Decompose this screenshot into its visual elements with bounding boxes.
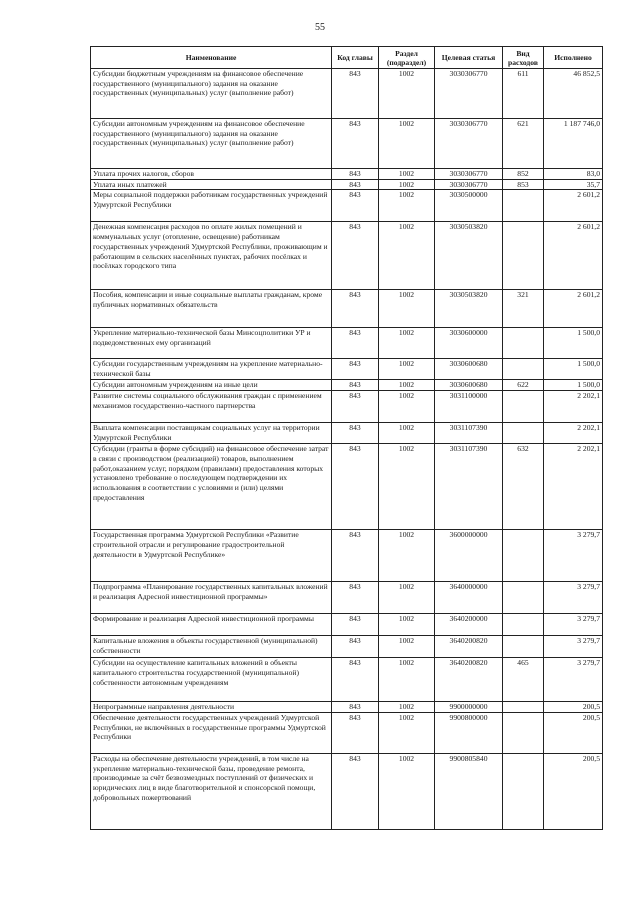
cell-article: 3030306770 <box>435 119 503 169</box>
table-row <box>91 69 603 119</box>
cell-section: 1002 <box>379 328 435 359</box>
cell-chapter: 843 <box>332 179 379 190</box>
cell-type: 852 <box>503 169 544 180</box>
cell-article: 3030306770 <box>435 169 503 180</box>
cell-section: 1002 <box>379 290 435 328</box>
cell-chapter: 843 <box>332 702 379 713</box>
cell-section: 1002 <box>379 169 435 180</box>
cell-article: 3030503820 <box>435 290 503 328</box>
cell-section: 1002 <box>379 444 435 530</box>
cell-amount: 46 852,5 <box>544 69 603 119</box>
table-row <box>91 179 603 190</box>
cell-chapter: 843 <box>332 119 379 169</box>
cell-chapter: 843 <box>332 290 379 328</box>
cell-section: 1002 <box>379 359 435 380</box>
cell-article: 9900805840 <box>435 753 503 829</box>
cell-amount: 2 202,1 <box>544 423 603 444</box>
table-row <box>91 658 603 702</box>
cell-section: 1002 <box>379 753 435 829</box>
cell-amount: 35,7 <box>544 179 603 190</box>
cell-amount: 1 500,0 <box>544 380 603 391</box>
cell-section: 1002 <box>379 423 435 444</box>
page-number: 55 <box>315 22 325 33</box>
cell-section: 1002 <box>379 702 435 713</box>
cell-type <box>503 423 544 444</box>
cell-name: Субсидии государственным учреждениям на укрепление материально-технической базы <box>91 359 332 380</box>
cell-article: 3030600680 <box>435 359 503 380</box>
table-row <box>91 391 603 423</box>
cell-type <box>503 359 544 380</box>
table-row <box>91 444 603 530</box>
cell-chapter: 843 <box>332 328 379 359</box>
table-row <box>91 290 603 328</box>
table-row <box>91 119 603 169</box>
cell-name: Меры социальной поддержки работникам государственных учреждений Удмуртской Республики <box>91 190 332 222</box>
cell-name: Уплата прочих налогов, сборов <box>91 169 332 180</box>
table-row <box>91 359 603 380</box>
cell-amount: 200,5 <box>544 702 603 713</box>
cell-article: 3640200000 <box>435 614 503 636</box>
header-chapter: Код главы <box>332 47 379 69</box>
table-row <box>91 222 603 290</box>
cell-chapter: 843 <box>332 530 379 582</box>
cell-article: 3031107390 <box>435 444 503 530</box>
cell-section: 1002 <box>379 391 435 423</box>
cell-section: 1002 <box>379 222 435 290</box>
cell-chapter: 843 <box>332 391 379 423</box>
cell-chapter: 843 <box>332 423 379 444</box>
cell-type: 465 <box>503 658 544 702</box>
table-row <box>91 702 603 713</box>
cell-article: 3030600000 <box>435 328 503 359</box>
cell-amount: 200,5 <box>544 712 603 753</box>
cell-chapter: 843 <box>332 636 379 658</box>
table-row <box>91 582 603 614</box>
cell-amount: 3 279,7 <box>544 658 603 702</box>
table-row <box>91 530 603 582</box>
cell-chapter: 843 <box>332 712 379 753</box>
header-article: Целевая статья <box>435 47 503 69</box>
cell-section: 1002 <box>379 190 435 222</box>
cell-section: 1002 <box>379 658 435 702</box>
cell-section: 1002 <box>379 712 435 753</box>
cell-name: Развитие системы социального обслуживания граждан с применением механизмов государственно-частного партнерства <box>91 391 332 423</box>
cell-name: Субсидии бюджетным учреждениям на финансовое обеспечение государственного (муниципального) задания на оказание государственных (муниципальных) услуг (выполнение работ) <box>91 69 332 119</box>
cell-amount: 200,5 <box>544 753 603 829</box>
table-row <box>91 712 603 753</box>
cell-name: Расходы на обеспечение деятельности учреждений, в том числе на укрепление материально-технической базы, проведение ремонта, производимые за счёт безвозмездных поступлений от физических и юридических лиц в виде благотворительной и спонсорской помощи, добровольных пожертвований <box>91 753 332 829</box>
cell-article: 3640200820 <box>435 658 503 702</box>
table-row <box>91 190 603 222</box>
cell-section: 1002 <box>379 380 435 391</box>
cell-article: 3030306770 <box>435 179 503 190</box>
header-section: Раздел (подраздел) <box>379 47 435 69</box>
cell-type <box>503 190 544 222</box>
cell-article: 3640200820 <box>435 636 503 658</box>
cell-type <box>503 614 544 636</box>
cell-amount: 3 279,7 <box>544 582 603 614</box>
cell-amount: 2 202,1 <box>544 444 603 530</box>
cell-amount: 1 187 746,0 <box>544 119 603 169</box>
header-name: Наименование <box>91 47 332 69</box>
cell-type <box>503 582 544 614</box>
cell-type <box>503 222 544 290</box>
table-row <box>91 614 603 636</box>
cell-name: Субсидии автономным учреждениям на иные цели <box>91 380 332 391</box>
cell-type <box>503 753 544 829</box>
cell-section: 1002 <box>379 530 435 582</box>
cell-type: 622 <box>503 380 544 391</box>
cell-chapter: 843 <box>332 582 379 614</box>
cell-chapter: 843 <box>332 69 379 119</box>
cell-type <box>503 328 544 359</box>
table-row <box>91 380 603 391</box>
cell-name: Денежная компенсация расходов по оплате жилых помещений и коммунальных услуг (отопление, освещение) работникам государственных учреждений Удмуртской Республики, проживающим и работающим в сельских населённых пунктах, рабочих посёлках и посёлках городского типа <box>91 222 332 290</box>
header-executed: Исполнено <box>544 47 603 69</box>
cell-name: Пособия, компенсации и иные социальные выплаты гражданам, кроме публичных нормативных обязательств <box>91 290 332 328</box>
table-row <box>91 753 603 829</box>
cell-type: 621 <box>503 119 544 169</box>
cell-article: 3600000000 <box>435 530 503 582</box>
cell-amount: 2 601,2 <box>544 222 603 290</box>
table-row <box>91 423 603 444</box>
cell-type <box>503 712 544 753</box>
cell-type <box>503 530 544 582</box>
cell-name: Обеспечение деятельности государственных учреждений Удмуртской Республики, не включённых в государственные программы Удмуртской Республики <box>91 712 332 753</box>
cell-name: Формирование и реализация Адресной инвестиционной программы <box>91 614 332 636</box>
cell-name: Уплата иных платежей <box>91 179 332 190</box>
cell-article: 3030503820 <box>435 222 503 290</box>
cell-name: Субсидии автономным учреждениям на финансовое обеспечение государственного (муниципального) задания на оказание государственных (муниципальных) услуг (выполнение работ) <box>91 119 332 169</box>
cell-name: Субсидии на осуществление капитальных вложений в объекты капитального строительства государственной (муниципальной) собственности автономным учреждениям <box>91 658 332 702</box>
cell-article: 3640000000 <box>435 582 503 614</box>
cell-type <box>503 391 544 423</box>
cell-section: 1002 <box>379 582 435 614</box>
cell-amount: 83,0 <box>544 169 603 180</box>
cell-section: 1002 <box>379 636 435 658</box>
cell-amount: 2 601,2 <box>544 290 603 328</box>
cell-type <box>503 636 544 658</box>
cell-article: 3030306770 <box>435 69 503 119</box>
cell-section: 1002 <box>379 119 435 169</box>
cell-amount: 1 500,0 <box>544 359 603 380</box>
cell-article: 9900000000 <box>435 702 503 713</box>
cell-type: 611 <box>503 69 544 119</box>
cell-chapter: 843 <box>332 359 379 380</box>
cell-type: 632 <box>503 444 544 530</box>
cell-chapter: 843 <box>332 444 379 530</box>
table-header-row <box>91 47 603 69</box>
cell-amount: 3 279,7 <box>544 614 603 636</box>
cell-chapter: 843 <box>332 222 379 290</box>
cell-name: Укрепление материально-технической базы Минсоцполитики УР и подведомственных ему организаций <box>91 328 332 359</box>
cell-name: Капитальные вложения в объекты государственной (муниципальной) собственности <box>91 636 332 658</box>
cell-name: Подпрограмма «Планирование государственных капитальных вложений и реализация Адресной инвестиционной программы» <box>91 582 332 614</box>
header-type: Вид расходов <box>503 47 544 69</box>
cell-name: Государственная программа Удмуртской Республики «Развитие строительной отрасли и регулирование градостроительной деятельности в Удмуртской Республике» <box>91 530 332 582</box>
cell-section: 1002 <box>379 614 435 636</box>
cell-amount: 3 279,7 <box>544 530 603 582</box>
cell-name: Выплата компенсации поставщикам социальных услуг на территории Удмуртской Республики <box>91 423 332 444</box>
cell-type <box>503 702 544 713</box>
cell-article: 9900800000 <box>435 712 503 753</box>
cell-article: 3030500000 <box>435 190 503 222</box>
cell-type: 853 <box>503 179 544 190</box>
cell-name: Субсидии (гранты в форме субсидий) на финансовое обеспечение затрат в связи с производством (реализацией) товаров, выполнением работ,оказанием услуг, порядком (правилами) предоставления которых установлено требование о последующем подтверждении их использования в соответствии с условиями и (или) целями предоставления <box>91 444 332 530</box>
cell-type: 321 <box>503 290 544 328</box>
cell-article: 3031100000 <box>435 391 503 423</box>
cell-section: 1002 <box>379 179 435 190</box>
cell-amount: 3 279,7 <box>544 636 603 658</box>
cell-article: 3031107390 <box>435 423 503 444</box>
expenditure-table <box>90 46 603 830</box>
table-row <box>91 328 603 359</box>
cell-chapter: 843 <box>332 169 379 180</box>
cell-article: 3030600680 <box>435 380 503 391</box>
cell-chapter: 843 <box>332 614 379 636</box>
cell-amount: 2 601,2 <box>544 190 603 222</box>
table-row <box>91 169 603 180</box>
table-row <box>91 636 603 658</box>
cell-section: 1002 <box>379 69 435 119</box>
cell-amount: 1 500,0 <box>544 328 603 359</box>
cell-chapter: 843 <box>332 658 379 702</box>
cell-chapter: 843 <box>332 380 379 391</box>
cell-amount: 2 202,1 <box>544 391 603 423</box>
cell-name: Непрограммные направления деятельности <box>91 702 332 713</box>
cell-chapter: 843 <box>332 190 379 222</box>
cell-chapter: 843 <box>332 753 379 829</box>
